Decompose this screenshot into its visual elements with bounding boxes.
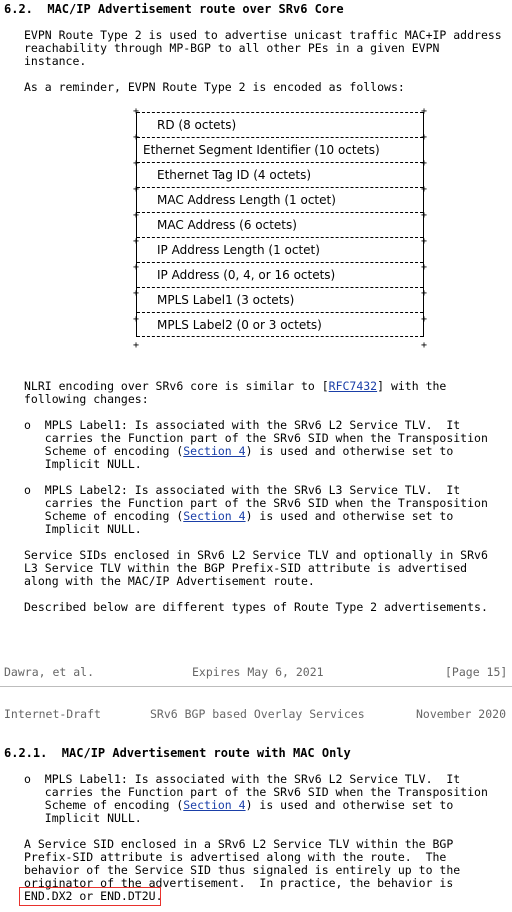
- paragraph-line: Prefix-SID attribute is advertised along with the route. The: [24, 850, 447, 864]
- footer-page-number: [Page 15]: [445, 665, 508, 679]
- header-title: SRv6 BGP based Overlay Services: [150, 707, 365, 721]
- table-row-esi: Ethernet Segment Identifier (10 octets): [137, 137, 423, 162]
- table-corner-marker: +: [421, 262, 428, 273]
- table-corner-marker: +: [421, 340, 428, 351]
- table-corner-marker: +: [421, 106, 428, 117]
- highlighted-behavior-line: END.DX2 or END.DT2U.: [24, 889, 163, 903]
- table-row-ip-address: IP Address (0, 4, or 16 octets): [137, 262, 423, 287]
- table-corner-marker: +: [133, 236, 140, 247]
- table-row-mac-length: MAC Address Length (1 octet): [137, 187, 423, 212]
- table-corner-marker: +: [421, 132, 428, 143]
- section-heading-6-2: 6.2. MAC/IP Advertisement route over SRv6 Core: [4, 2, 344, 16]
- bullet-line: carries the Function part of the SRv6 SID when the Transposition: [24, 496, 488, 510]
- section-4-link[interactable]: Section 4: [183, 509, 246, 523]
- bullet-line: carries the Function part of the SRv6 SID when the Transposition: [24, 785, 488, 799]
- paragraph-line: reachability through MP-BGP to all other PEs in a given EVPN: [24, 41, 440, 55]
- table-corner-marker: +: [133, 106, 140, 117]
- paragraph-line: originator of the advertisement. In practice, the behavior is: [24, 876, 454, 890]
- table-corner-marker: +: [133, 314, 140, 325]
- table-corner-marker: +: [421, 210, 428, 221]
- route-type-2-table: [136, 112, 424, 337]
- paragraph-line: L3 Service TLV within the BGP Prefix-SID attribute is advertised: [24, 561, 468, 575]
- paragraph-line: EVPN Route Type 2 is used to advertise unicast traffic MAC+IP address: [24, 28, 502, 42]
- bullet-line: carries the Function part of the SRv6 SID when the Transposition: [24, 431, 488, 445]
- footer-authors: Dawra, et al.: [4, 665, 95, 679]
- footer-expiry: Expires May 6, 2021: [192, 665, 324, 679]
- table-corner-marker: +: [133, 262, 140, 273]
- table-corner-marker: +: [421, 184, 428, 195]
- section-4-link[interactable]: Section 4: [183, 444, 246, 458]
- table-row-rd: RD (8 octets): [137, 112, 423, 137]
- table-corner-marker: +: [133, 210, 140, 221]
- table-row-mpls-label2: MPLS Label2 (0 or 3 octets): [137, 312, 423, 337]
- table-row-ethernet-tag: Ethernet Tag ID (4 octets): [137, 162, 423, 187]
- highlight-box: [19, 887, 161, 906]
- bullet-line: Scheme of encoding (Section 4) is used and otherwise set to: [24, 444, 454, 458]
- bullet-line: Scheme of encoding (Section 4) is used and otherwise set to: [24, 798, 454, 812]
- table-corner-marker: +: [421, 158, 428, 169]
- paragraph-line: Service SIDs enclosed in SRv6 L2 Service TLV and optionally in SRv6: [24, 548, 488, 562]
- table-corner-marker: +: [133, 158, 140, 169]
- nlri-line: NLRI encoding over SRv6 core is similar to [RFC7432] with the: [24, 379, 447, 393]
- rfc7432-link[interactable]: RFC7432: [328, 379, 378, 393]
- table-row-ip-length: IP Address Length (1 octet): [137, 237, 423, 262]
- paragraph-line: As a reminder, EVPN Route Type 2 is encoded as follows:: [24, 80, 405, 94]
- table-corner-marker: +: [133, 288, 140, 299]
- paragraph-line: instance.: [24, 54, 87, 68]
- header-date: November 2020: [416, 707, 507, 721]
- bullet-line: Implicit NULL.: [24, 457, 142, 471]
- section-4-link[interactable]: Section 4: [183, 798, 246, 812]
- bullet-line: o MPLS Label1: Is associated with the SRv6 L2 Service TLV. It: [24, 418, 461, 432]
- section-heading-6-2-1: 6.2.1. MAC/IP Advertisement route with MAC Only: [4, 746, 351, 760]
- paragraph-line: Described below are different types of Route Type 2 advertisements.: [24, 600, 488, 614]
- table-corner-marker: +: [421, 288, 428, 299]
- table-corner-marker: +: [133, 340, 140, 351]
- table-corner-marker: +: [133, 184, 140, 195]
- bullet-line: Implicit NULL.: [24, 522, 142, 536]
- header-doc-type: Internet-Draft: [4, 707, 101, 721]
- bullet-line: o MPLS Label1: Is associated with the SRv6 L2 Service TLV. It: [24, 772, 461, 786]
- table-corner-marker: +: [421, 236, 428, 247]
- table-row-mpls-label1: MPLS Label1 (3 octets): [137, 287, 423, 312]
- table-row-mac-address: MAC Address (6 octets): [137, 212, 423, 237]
- table-corner-marker: +: [421, 314, 428, 325]
- nlri-line: following changes:: [24, 392, 149, 406]
- paragraph-line: behavior of the Service SID thus signaled is entirely up to the: [24, 863, 461, 877]
- bullet-line: Implicit NULL.: [24, 811, 142, 825]
- page-divider: [0, 686, 512, 687]
- bullet-line: Scheme of encoding (Section 4) is used and otherwise set to: [24, 509, 454, 523]
- bullet-line: o MPLS Label2: Is associated with the SRv6 L3 Service TLV. It: [24, 483, 461, 497]
- paragraph-line: A Service SID enclosed in a SRv6 L2 Service TLV within the BGP: [24, 837, 454, 851]
- paragraph-line: along with the MAC/IP Advertisement route.: [24, 574, 315, 588]
- table-corner-marker: +: [133, 132, 140, 143]
